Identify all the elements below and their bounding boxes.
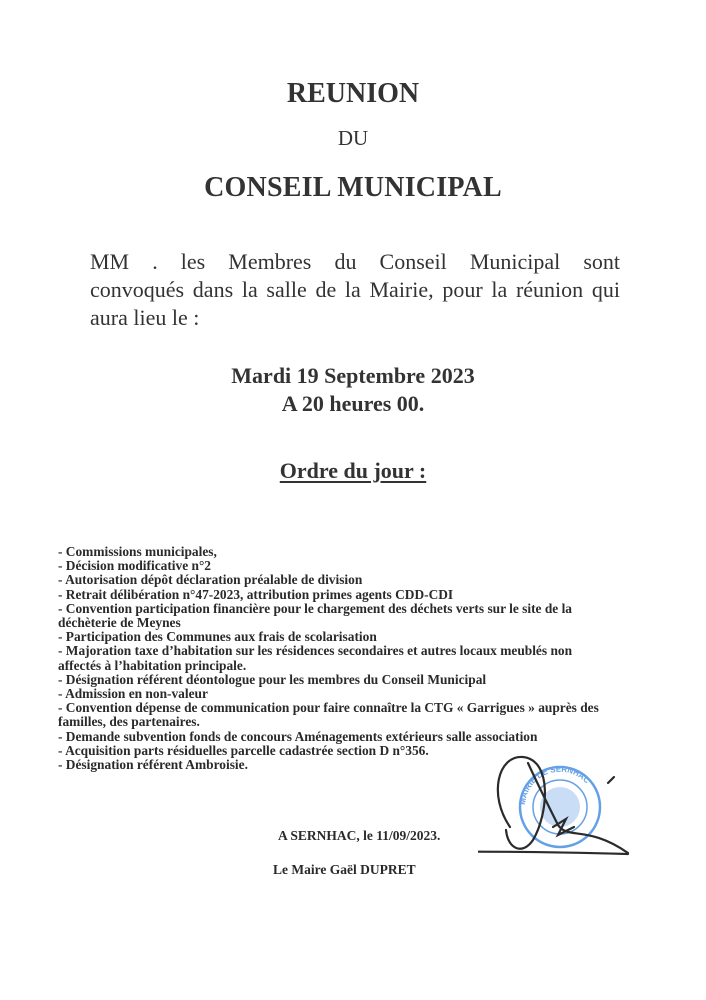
convocation-line: MM . les Membres du Conseil Municipal sont (90, 249, 620, 274)
agenda-item-text: - Retrait délibération n°47-2023, attribution primes agents CDD-CDI (58, 586, 454, 602)
agenda-item (58, 687, 618, 701)
agenda-item-continuation: affectés à l’habitation principale. (58, 657, 247, 673)
stamp-text: MAIRIE DE SERNHAC (517, 764, 592, 806)
agenda-item-text: - Commissions municipales, (58, 544, 217, 559)
convocation-line: aura lieu le : (90, 305, 200, 330)
meeting-date: Mardi 19 Septembre 2023 (231, 363, 475, 388)
agenda-item-continuation: déchèterie de Meynes (58, 615, 181, 631)
agenda-item-text: - Participation des Communes aux frais de scolarisation (58, 629, 377, 645)
agenda-item-text: - Désignation référent déontologue pour les membres du Conseil Municipal (58, 671, 487, 687)
title-reunion: REUNION (286, 78, 420, 109)
agenda-item (58, 630, 618, 644)
agenda-item-text: - Décision modificative n°2 (58, 558, 212, 574)
mayor-name: Le Maire Gaël DUPRET (273, 862, 416, 877)
agenda-item-text: - Désignation référent Ambroisie. (58, 757, 248, 773)
place-date: A SERNHAC, le 11/09/2023. (278, 828, 441, 843)
official-stamp-and-signature (478, 755, 638, 865)
agenda-item (58, 573, 618, 587)
agenda-item (58, 559, 618, 573)
agenda-title-text: Ordre du jour : (279, 458, 427, 483)
agenda-item-text: - Convention dépense de communication pour faire connaître la CTG « Garrigues » auprès des (58, 700, 599, 716)
agenda-item (58, 730, 618, 744)
convocation-paragraph (90, 248, 620, 332)
agenda-item (58, 644, 618, 672)
agenda-item-text: - Autorisation dépôt déclaration préalable de division (58, 572, 363, 588)
convocation-line: convoqués dans la salle de la Mairie, pour la réunion qui (90, 277, 620, 302)
agenda-item (58, 673, 618, 687)
agenda-item-text: - Majoration taxe d’habitation sur les résidences secondaires et autres locaux meublés non (58, 643, 573, 659)
agenda-item (58, 545, 618, 559)
agenda-item-text: - Convention participation financière pour le chargement des déchets verts sur le site de la (58, 600, 573, 616)
agenda-item-text: - Acquisition parts résiduelles parcelle cadastrée section D n°356. (58, 742, 429, 758)
agenda-title (0, 458, 706, 484)
agenda-item-continuation: familles, des partenaires. (58, 714, 200, 730)
agenda-item-text: - Demande subvention fonds de concours Aménagements extérieurs salle association (58, 728, 538, 744)
title-du: DU (337, 126, 369, 150)
agenda-item (58, 701, 618, 729)
agenda-list (58, 545, 618, 772)
agenda-item (58, 602, 618, 630)
agenda-item-text: - Admission en non-valeur (58, 686, 208, 702)
title-conseil-municipal: CONSEIL MUNICIPAL (204, 172, 502, 203)
meeting-time: A 20 heures 00. (281, 391, 425, 416)
agenda-item (58, 588, 618, 602)
